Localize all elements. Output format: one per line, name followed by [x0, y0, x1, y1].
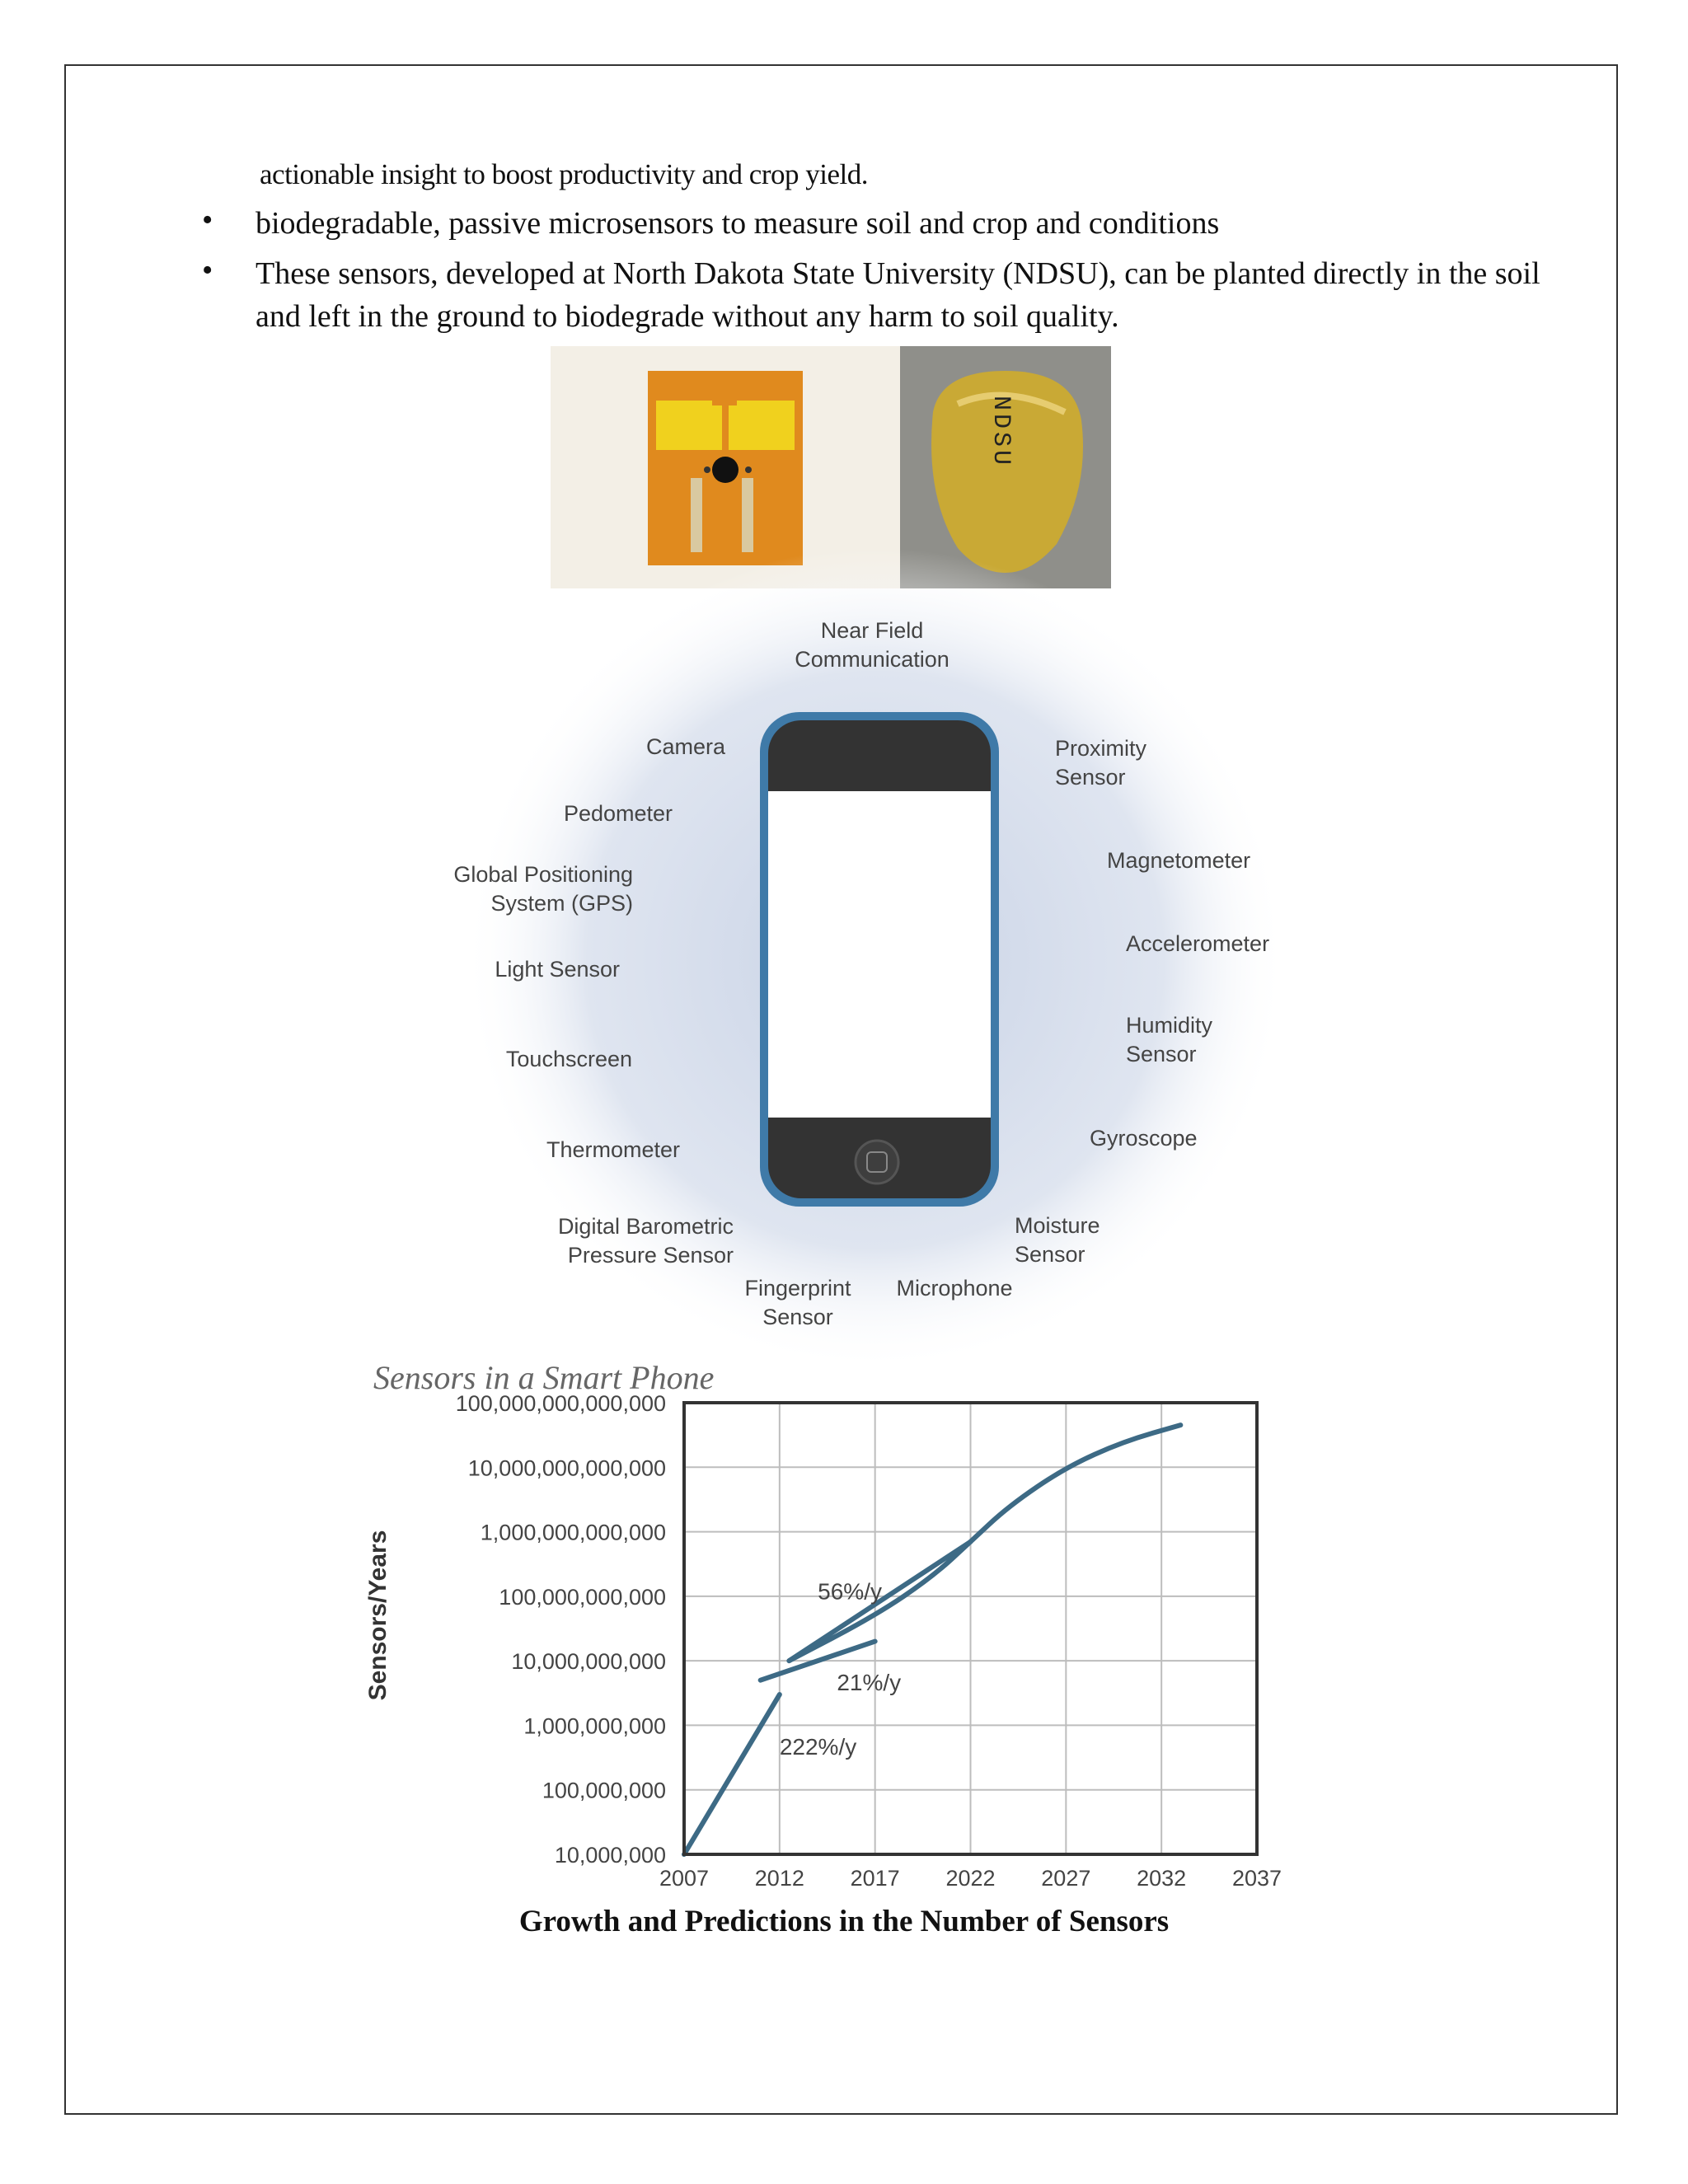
- y-axis-label: Sensors/Years: [364, 1530, 392, 1701]
- y-tick-label: 100,000,000,000: [499, 1584, 666, 1610]
- bullet-item-1: biodegradable, passive microsensors to measure soil and crop and conditions: [256, 206, 1220, 241]
- y-tick-label: 100,000,000,000,000: [455, 1391, 666, 1416]
- label-gps-2: System (GPS): [490, 891, 633, 916]
- label-humidity-1: Humidity: [1126, 1013, 1213, 1038]
- label-barometric-1: Digital Barometric: [557, 1214, 734, 1239]
- phone-diagram-caption: Sensors in a Smart Phone: [373, 1359, 715, 1396]
- label-pedometer: Pedometer: [563, 801, 673, 826]
- label-nfc-1: Near Field: [820, 618, 924, 643]
- growth-rate-annotation: 56%/y: [818, 1578, 882, 1605]
- label-nfc-2: Communication: [795, 647, 950, 672]
- label-light-sensor: Light Sensor: [495, 957, 620, 982]
- y-tick-label: 10,000,000,000,000: [467, 1455, 666, 1481]
- growth-rate-annotation: 222%/y: [779, 1734, 857, 1760]
- label-thermometer: Thermometer: [546, 1137, 680, 1162]
- label-gyroscope: Gyroscope: [1090, 1126, 1198, 1151]
- x-tick-label: 2012: [754, 1866, 804, 1891]
- x-tick-label: 2017: [850, 1866, 900, 1891]
- label-fingerprint-1: Fingerprint: [744, 1276, 851, 1301]
- bullet-symbol: •: [202, 203, 213, 237]
- seed-ndsu-label: NDSU: [987, 396, 1015, 469]
- label-fingerprint-2: Sensor: [762, 1305, 833, 1329]
- label-microphone: Microphone: [896, 1276, 1013, 1301]
- label-camera: Camera: [645, 734, 726, 759]
- label-humidity-2: Sensor: [1126, 1042, 1197, 1066]
- x-tick-label: 2032: [1137, 1866, 1187, 1891]
- series-line-1: [684, 1694, 780, 1854]
- label-moisture-2: Sensor: [1015, 1242, 1085, 1267]
- chart-title: Growth and Predictions in the Number of Sensors: [518, 1905, 1170, 1938]
- x-tick-label: 2037: [1231, 1866, 1282, 1891]
- label-accelerometer: Accelerometer: [1126, 931, 1270, 956]
- continued-text: actionable insight to boost productivity and crop yield.: [260, 158, 868, 190]
- y-tick-label: 10,000,000,000: [511, 1649, 666, 1675]
- label-touchscreen: Touchscreen: [505, 1047, 632, 1071]
- y-tick-label: 1,000,000,000,000: [480, 1520, 666, 1545]
- label-barometric-2: Pressure Sensor: [567, 1243, 734, 1268]
- bullet-symbol: •: [202, 253, 213, 288]
- x-tick-label: 2027: [1041, 1866, 1091, 1891]
- label-magnetometer: Magnetometer: [1107, 848, 1251, 873]
- y-tick-label: 1,000,000,000: [523, 1713, 666, 1739]
- x-tick-label: 2022: [945, 1866, 996, 1891]
- y-tick-label: 100,000,000: [542, 1778, 666, 1803]
- bullet-item-2: These sensors, developed at North Dakota State University (NDSU), can be planted directly in the soil and left in the ground to biodegrade without any harm to soil quality.: [256, 256, 1540, 334]
- label-moisture-1: Moisture: [1015, 1213, 1100, 1238]
- y-tick-label: 10,000,000: [554, 1843, 666, 1868]
- label-gps-1: Global Positioning: [453, 862, 633, 887]
- series-line-4: [789, 1425, 1180, 1661]
- x-tick-label: 2007: [659, 1866, 710, 1891]
- label-proximity-2: Sensor: [1055, 765, 1126, 790]
- label-proximity-1: Proximity: [1055, 736, 1147, 761]
- growth-rate-annotation: 21%/y: [837, 1669, 902, 1695]
